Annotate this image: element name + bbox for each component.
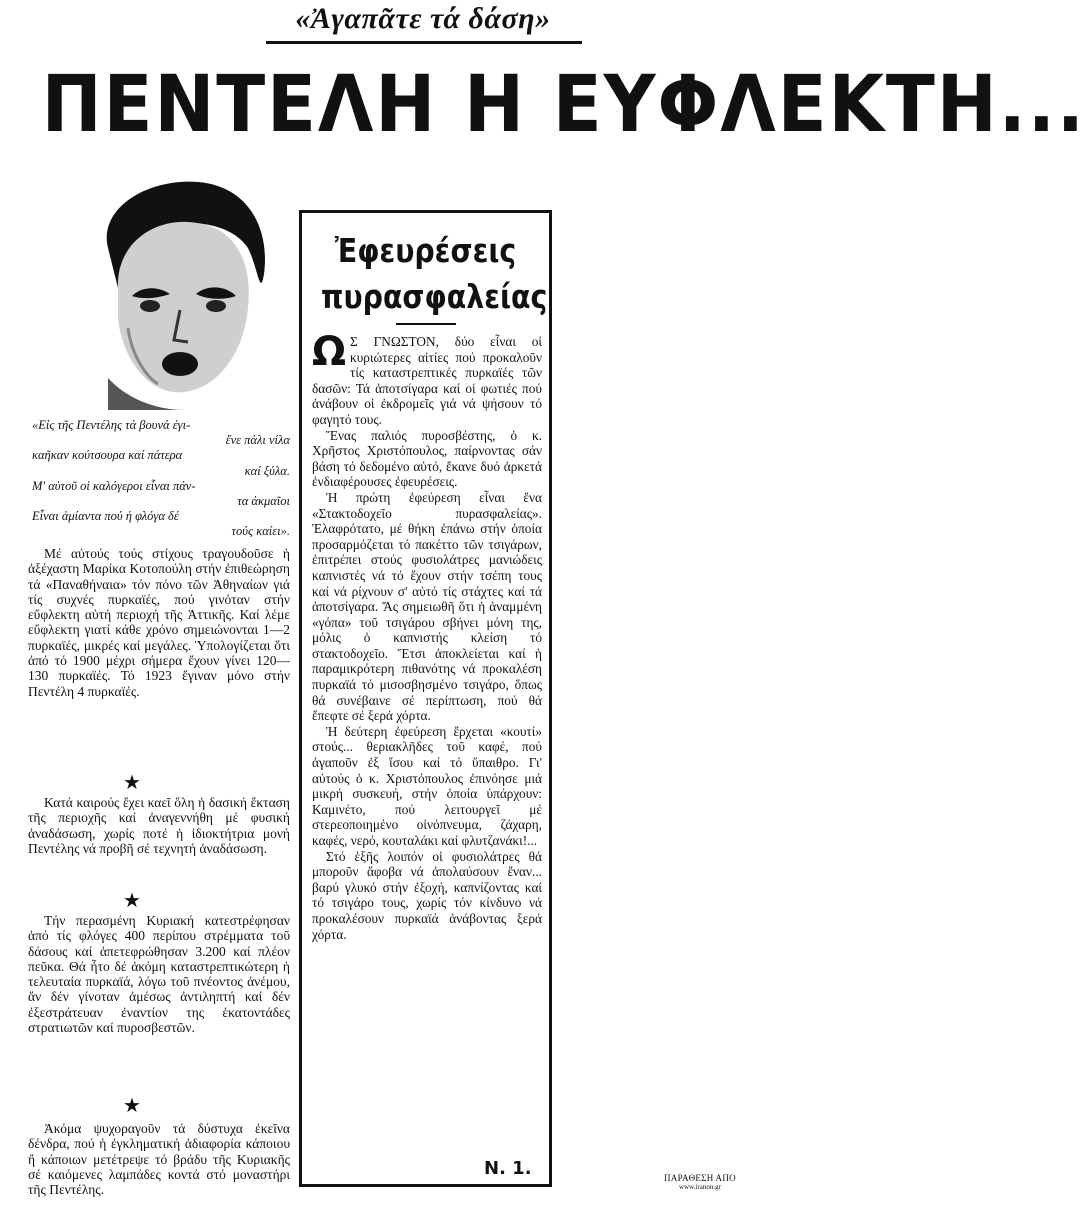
poem-line: Μ' αὐτοῦ οἱ καλόγεροι εἶναι πάν-	[32, 478, 196, 493]
poem-line: «Εἰς τῆς Πεντέλης τά βουνά ἐγι-	[32, 418, 191, 432]
star-separator: ★	[123, 1095, 141, 1117]
box-title-line: πυρασφαλείας	[321, 277, 548, 316]
poem-line: τα ἀκμαῖοι	[237, 494, 290, 509]
source-watermark	[654, 1173, 746, 1191]
box-body	[312, 329, 542, 942]
box-title	[321, 228, 548, 320]
left-paragraph-1	[28, 546, 290, 699]
left-paragraph-3	[28, 913, 290, 1035]
article-paragraph: Τήν περασμένη Κυριακή κατεστρέφησαν ἀπό τίς φλόγες 400 περίπου στρέμματα τοῦ δάσους καί ἀπετεφρώθησαν 3.200 καί πλέον πεῦκα. Θά ἦτο δέ ἀκόμη καταστρεπτικώτερη ἡ τελευταία πυρκαϊά, λόγω τοῦ πνέοντος ἀνέμου, ἄν δέν γίνοταν ἀμέσως ἀντιληπτή καί δέν ἐξεστράτευαν ἐναντίον της ἑκατοντάδες στρατιωτῶν καί πυροσβεστῶν.	[28, 913, 290, 1036]
article-paragraph: Μέ αὐτούς τούς στίχους τραγουδοῦσε ἡ ἀξέχαστη Μαρίκα Κοτοπούλη στήν ἐπιθεώρηση τά «Παναθήναια» τόν πόνο τῶν Ἀθηναίων γιά τίς συχνές πυρκαϊές, πού γινόταν στήν εὔφλεκτη αὐτή περιοχή τῆς Ἀττικῆς. Καί λέμε εὔφλεκτη γιατί κάθε χρόνο σημειώνονται 1—2 πυρκαϊές, μικρές καί μεγάλες. Ὑπολογίζεται ὅτι ἀπό τό 1900 μέχρι σήμερα ἔχουν γίνει 120—130 πυρκαϊές. Τό 1923 ἔγιναν μόνο στήν Πεντέλη 4 πυρκαϊές.	[28, 546, 290, 699]
kicker-underline	[266, 41, 582, 44]
star-separator: ★	[123, 772, 141, 794]
author-signature: Ν. 1.	[484, 1158, 532, 1179]
box-paragraph: Ἡ πρώτη ἐφεύρεση εἶναι ἕνα «Στακτοδοχεῖο πυρασφαλείας». Ἐλαφρότατο, μέ θήκη ἐπάνω στήν ὁποία προσαρμόζεται τό πακέττο τῶν τσιγάρων, ἐπιτρέπει στούς φυσιολάτρες μανιώδεις καπνιστές νά τό ἔχουν στήν τσέπη τους καί νά ρίχνουν σ' αὐτό τίς στάχτες καί τά ἀποτσίγαρα. Ἄς σημειωθῆ ὅτι ἡ ἀναμμένη «γόπα» τοῦ τσιγάρου σβήνει μόνη της, μόλις ὁ καπνιστής κλείση τό στακτοδοχεῖο. Ἔτσι ἀποκλείεται καί ἡ παραμικρότερη πιθανότης νά προκαλέση πυρκαϊά τό μισοσβησμένο τσιγάρο, ὅπως θά συνέβαινε σέ περίπτωση, πού θά ἔπεφτε σέ ξερά χόρτα.	[312, 489, 542, 724]
poem-line: καῆκαν κούτσουρα καί πάτερα	[32, 448, 183, 463]
box-paragraph: Ἡ δεύτερη ἐφεύρεση ἔρχεται «κουτί» στούς... θεριακλῆδες τοῦ καφέ, πού ἀγαποῦν ἐξ ἴσου καί τό ὕπαιθρο. Γι' αὐτούς ὁ κ. Χριστόπουλος ἐπινόησε μιά μικρή συσκευή, στήν ὁποία ὑπάρχουν: Καμινέτο, πού λειτουργεῖ μέ στερεοποιημένο οἰνόπνευμα, ζάχαρη, καφές, νερό, κουταλάκι καί φλυτζανάκι!...	[312, 723, 542, 848]
left-paragraph-2	[28, 795, 290, 856]
box-paragraph: Στό ἑξῆς λοιπόν οἱ φυσιολάτρες θά μποροῦν ἄφοβα νά ἀπολαύσουν ἕναν... βαρύ γλυκό στήν ἐξοχή, καπνίζοντας καί τό τσιγάρο τους, χωρίς τόν κίνδυνο νά προκαλέσουν πυρκαϊά ἀνάβοντας ξερά χόρτα.	[312, 848, 542, 942]
box-title-rule	[396, 323, 456, 325]
poem-line: Εἶναι ἀμίαντα πού ἡ φλόγα δέ	[32, 509, 179, 524]
page-headline: ΠΕΝΤΕΛΗ Η ΕΥΦΛΕΚΤΗ...	[41, 60, 1086, 150]
poem-line: ἔνε πάλι νίλα	[225, 433, 290, 448]
drop-cap: Ω	[312, 329, 347, 375]
box-paragraph	[312, 329, 542, 428]
poem-verse	[32, 418, 290, 540]
article-paragraph: Κατά καιρούς ἔχει καεῖ ὅλη ἡ δασική ἔκταση τῆς περιοχῆς καί ἀναγεννήθη μέ φυσική ἀναδάσωση, χωρίς ποτέ ἡ ἰδιοκτήτρια μονή Πεντέλης νά προβῆ σέ τεχνητή ἀναδάσωση.	[28, 795, 290, 856]
poem-line: τούς καίει».	[231, 524, 290, 539]
left-paragraph-4	[28, 1121, 290, 1197]
watermark-line: ΠΑΡΑΘΕΣΗ ΑΠΟ	[664, 1173, 736, 1183]
star-separator: ★	[123, 890, 141, 912]
box-paragraph-text: Σ ΓΝΩΣΤΟΝ, δύο εἶναι οἱ κυριώτερες αἰτίες πού προκαλοῦν τίς καταστρεπτικές πυρκαϊές τῶν δασῶν: Τά ἀποτσίγαρα καί οἱ φωτιές πού ἀνάβουν οἱ ἐκδρομεῖς γιά νά ψήσουν τό φαγητό τους.	[312, 334, 542, 427]
box-title-line: Ἐφευρέσεις	[334, 231, 517, 270]
poem-line: καί ξύλα.	[244, 463, 290, 478]
box-paragraph: Ἕνας παλιός πυροσβέστης, ὁ κ. Χρῆστος Χριστόπουλος, παίρνοντας σάν βάση τό δεδομένο αὐτό, ἔκανε δυό ἀρκετά ἐνδιαφέρουσες ἐφευρέσεις.	[312, 427, 542, 490]
kicker-title: «Ἀγαπᾶτε τά δάση»	[295, 2, 551, 35]
article-paragraph: Ἀκόμα ψυχοραγοῦν τά δύστυχα ἐκεῖνα δένδρα, πού ἡ ἐγκληματική ἀδιαφορία κάποιου ἤ κάποιων μετέτρεψε τό βράδυ τῆς Κυριακῆς σέ καιόμενες λαμπάδες κοντά στό μοναστήρι τῆς Πεντέλης.	[28, 1121, 290, 1198]
portrait-photo	[88, 178, 268, 410]
watermark-url: www.iranon.gr	[679, 1183, 721, 1191]
